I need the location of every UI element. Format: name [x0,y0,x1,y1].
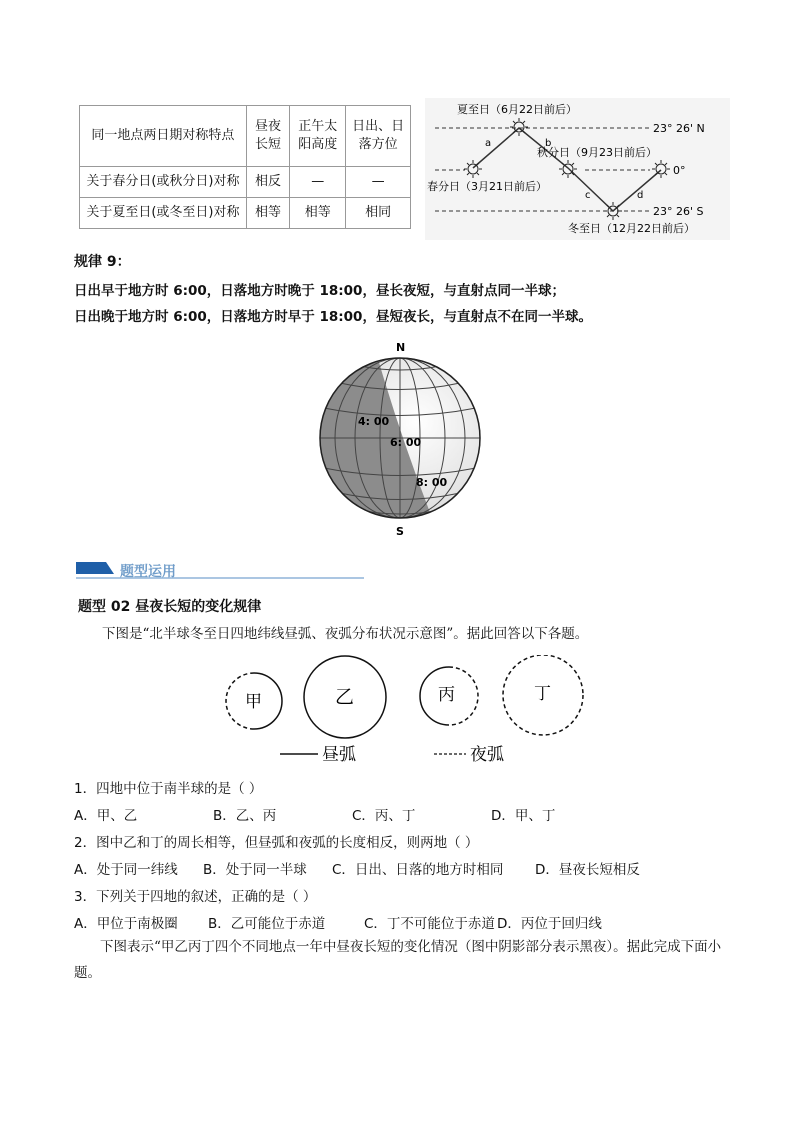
header-line: 正午太 [298,119,338,134]
intro-text-2: 下图表示“甲乙丙丁四个不同地点一年中昼夜长短的变化情况（图中阴影部分表示黑夜）。据此完成下面小题。 [74,939,722,981]
table-row [80,167,411,198]
table-cell: 相等 [290,198,346,229]
table-cell: 关于春分日(或秋分日)对称 [80,167,247,198]
time-label: 8: 00 [416,476,448,489]
header-line: 日出、日 [352,119,405,134]
rule-title: 规律 9： [74,254,131,270]
legend-night: 夜弧 [470,745,504,765]
autumn-equinox-label: 秋分日（9月23日前后） [537,146,657,159]
table-cell: 相等 [246,198,289,229]
section-label: 题型运用 [120,564,176,580]
time-label: 4: 00 [358,415,390,428]
equator-label: 0° [673,164,686,177]
question-1: 1．四地中位于南半球的是（ ） [74,781,263,797]
legend-day: 昼弧 [322,745,356,765]
option: A．处于同一纬线 [74,862,178,878]
solar-position-diagram [425,98,730,240]
option: C．日出、日落的地方时相同 [332,862,504,878]
question-3: 3．下列关于四地的叙述，正确的是（ ） [74,889,317,905]
intro-text: 下图是“北半球冬至日四地纬线昼弧、夜弧分布状况示意图”。据此回答以下各题。 [102,626,589,642]
circle-label: 丙 [438,685,455,705]
tropic-south-label: 23° 26' S [653,205,704,218]
circle-ding [503,655,583,735]
rule-line: 日出早于地方时 6:00，日落地方时晚于 18:00，昼长夜短，与直射点同一半球； [74,283,565,299]
tropic-north-label: 23° 26' N [653,122,705,135]
option: B．乙、丙 [213,808,277,824]
circle-label: 甲 [245,692,262,712]
circle-label: 丁 [534,684,551,704]
table-header-cell: 同一地点两日期对称特点 [80,106,247,167]
summer-solstice-label: 夏至日（6月22日前后） [457,103,577,116]
header-line: 阳高度 [298,137,338,152]
table-cell: 相同 [346,198,411,229]
option: C．丁不可能位于赤道 [364,916,495,932]
option: A．甲位于南极圈 [74,916,178,932]
table-header-cell [290,106,346,167]
option: A．甲、乙 [74,808,138,824]
option: D．甲、丁 [491,808,556,824]
topic-title: 题型 02 昼夜长短的变化规律 [78,599,262,615]
circle-bing [420,667,478,725]
table-cell: — [290,167,346,198]
header-line: 昼夜 [254,119,281,134]
day-night-arc-diagram [218,655,588,767]
table-header-cell [246,106,289,167]
segment-a-label: a [485,138,492,149]
circle-jia [226,673,282,729]
symmetry-table [79,105,411,229]
globe-diagram [310,338,490,538]
table-row [80,198,411,229]
north-label: N [396,341,406,354]
segment-b-label: b [545,138,552,149]
header-line: 落方位 [358,137,398,152]
option: B．处于同一半球 [203,862,307,878]
option: C．丙、丁 [352,808,416,824]
winter-solstice-label: 冬至日（12月22日前后） [568,222,695,235]
header-line: 长短 [254,137,281,152]
option: D．昼夜长短相反 [535,862,640,878]
time-label: 6: 00 [390,436,422,449]
segment-d-label: d [637,190,644,201]
rule-line: 日出晚于地方时 6:00，日落地方时早于 18:00，昼短夜长，与直射点不在同一半球。 [74,309,592,325]
south-label: S [396,525,404,538]
question-2: 2．图中乙和丁的周长相等，但昼弧和夜弧的长度相反，则两地（ ） [74,835,479,851]
table-cell: — [346,167,411,198]
segment-c-label: c [585,190,591,201]
circle-label: 乙 [335,686,355,708]
table-cell: 相反 [246,167,289,198]
circle-yi [304,656,386,738]
spring-equinox-label: 春分日（3月21日前后） [427,180,547,193]
option: D．丙位于回归线 [497,916,602,932]
option: B．乙可能位于赤道 [208,916,326,932]
table-cell: 关于夏至日(或冬至日)对称 [80,198,247,229]
table-header-cell [346,106,411,167]
